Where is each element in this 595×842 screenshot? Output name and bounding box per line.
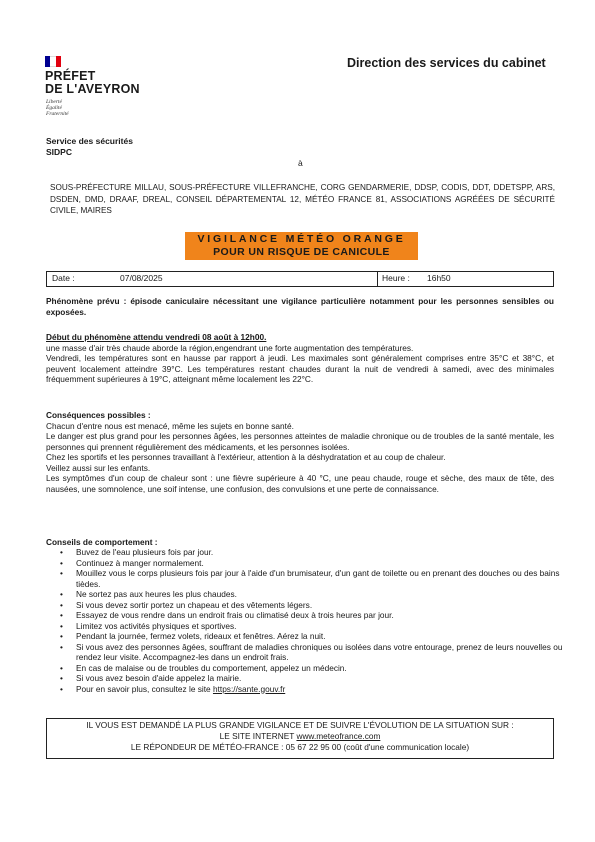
phone-prefix: LE RÉPONDEUR DE MÉTÉO-FRANCE : 05 67 22 95 00 [130, 742, 344, 752]
debut-heading: Début du phénomène attendu vendredi 08 août à 12h00. [46, 332, 267, 342]
more-info-text: Pour en savoir plus, consultez le site [76, 683, 213, 694]
date-box [46, 271, 554, 287]
info-sources-box [46, 718, 554, 759]
conseils-heading: Conseils de comportement : [46, 537, 158, 547]
recipients-list: SOUS-PRÉFECTURE MILLAU, SOUS-PRÉFECTURE VILLEFRANCHE, CORG GENDARMERIE, DDSP, CODIS, DDT, DDETSPP, ARS, DSDEN, DMD, DRAAF, DREAL, CONSEIL DÉPARTEMENTAL 12, MÉTÉO FRANCE 81, ASSOCIATIONS AGRÉÉES DE SÉCURITÉ CIVILE, MAIRES [50, 183, 555, 215]
debut-p1: une masse d'air très chaude aborde la région,engendrant une forte augmentation des températures. [46, 342, 414, 353]
devise-fraternite: Fraternité [46, 111, 69, 117]
consequence-line: Chacun d'entre nous est menacé, même les sujets en bonne santé. [46, 420, 294, 431]
conseil-item: • Ne sortez pas aux heures les plus chaudes. [76, 589, 584, 600]
phenomene-paragraph [46, 296, 554, 317]
prefet-line1: PRÉFET [45, 69, 96, 83]
debut-p2: Vendredi, les températures sont en hausse par rapport à jeudi. Les maximales sont généralement comprises entre 35°C et 38°C, et peuvent localement atteindre 39°C. Les températures restant chaudes durant la nuit de vendredi à samedi, avec des minimales fréquemment supérieures à 19°C, atteignant même localement les 22°C. [46, 353, 554, 384]
date-value: 07/08/2025 [120, 273, 163, 283]
service-code: SIDPC [46, 146, 72, 157]
conseil-item: • Si vous avez des personnes âgées, souffrant de maladies chroniques ou isolées dans votre entourage, prenez de leurs nouvelles ou rendez leur visite. Accompagnez-les dans un endroit frais. [76, 642, 584, 663]
website-prefix: LE SITE INTERNET [219, 731, 297, 741]
conseil-item: • En cas de malaise ou de troubles du comportement, appelez un médecin. [76, 663, 584, 674]
prefet-line2: DE L'AVEYRON [45, 82, 140, 96]
vigilance-title-line2: POUR UN RISQUE DE CANICULE [213, 246, 390, 258]
conseil-item: • Essayez de vous rendre dans un endroit frais ou climatisé deux à trois heures par jour. [76, 610, 584, 621]
meteofrance-link[interactable]: www.meteofrance.com [296, 731, 381, 741]
website-line [47, 731, 553, 742]
prefet-heading [45, 70, 140, 96]
service-name: Service des sécurités [46, 136, 133, 146]
date-box-divider [377, 272, 378, 286]
conseil-item: • Limitez vos activités physiques et sportives. [76, 621, 584, 632]
debut-section [46, 332, 554, 385]
conseil-item: • Buvez de l'eau plusieurs fois par jour. [76, 547, 584, 558]
consequence-line: Veillez aussi sur les enfants. [46, 462, 151, 473]
conseil-item: • Si vous avez besoin d'aide appelez la mairie. [76, 673, 584, 684]
marianne-logo [45, 56, 61, 67]
consequences-section [46, 410, 554, 494]
date-label: Date : [52, 273, 75, 283]
phenomene-label: Phénomène prévu : [46, 296, 127, 306]
consequences-heading: Conséquences possibles : [46, 410, 151, 420]
conseil-item-more-info [76, 684, 584, 695]
heure-label: Heure : [382, 273, 410, 283]
phone-line [47, 742, 553, 753]
conseil-item: • Si vous devez sortir portez un chapeau et des vêtements légers. [76, 600, 584, 611]
heure-value: 16h50 [427, 273, 451, 283]
conseil-item: • Pendant la journée, fermez volets, rideaux et fenêtres. Aérez la nuit. [76, 631, 584, 642]
conseils-list [46, 547, 584, 694]
recipient-marker: à [298, 158, 303, 168]
devise-liberte: Liberté [46, 99, 62, 105]
phenomene-text: épisode caniculaire nécessitant une vigilance particulière notamment pour les personnes sensibles ou exposées. [46, 296, 554, 317]
consequence-line: Chez les sportifs et les personnes travaillant à l'extérieur, attention à la déshydratation et au coup de chaleur. [46, 452, 446, 462]
direction-title: Direction des services du cabinet [347, 56, 546, 70]
consequence-line: Les symptômes d'un coup de chaleur sont : une fièvre supérieure à 40 °C, une peau chaude, rouge et sèche, des maux de tête, des nausées, une somnolence, une soif intense, une confusion, des convulsions et une perte de connaissance. [46, 473, 554, 494]
devise [46, 99, 69, 117]
phone-cost-note: (coût d'une communication locale) [343, 742, 470, 752]
vigilance-request-line: IL VOUS EST DEMANDÉ LA PLUS GRANDE VIGILANCE ET DE SUIVRE L'ÉVOLUTION DE LA SITUATION SUR : [86, 720, 514, 730]
conseil-item: • Continuez à manger normalement. [76, 558, 584, 569]
vigilance-title-line1: VIGILANCE MÉTÉO ORANGE [197, 233, 406, 245]
service-block [46, 136, 133, 157]
vigilance-title [185, 232, 418, 260]
conseil-item: • Mouillez vous le corps plusieurs fois par jour à l'aide d'un brumisateur, d'un gant de toilette ou en prenant des douches ou des bains tièdes. [76, 568, 584, 589]
consequence-line: Le danger est plus grand pour les personnes âgées, les personnes atteintes de maladie chronique ou de troubles de la santé mentale, les personnes qui prennent régulièrement des médicaments, et les personnes isolées. [46, 431, 554, 452]
sante-gouv-link[interactable]: https://sante.gouv.fr [212, 683, 286, 694]
devise-egalite: Égalité [46, 105, 62, 111]
